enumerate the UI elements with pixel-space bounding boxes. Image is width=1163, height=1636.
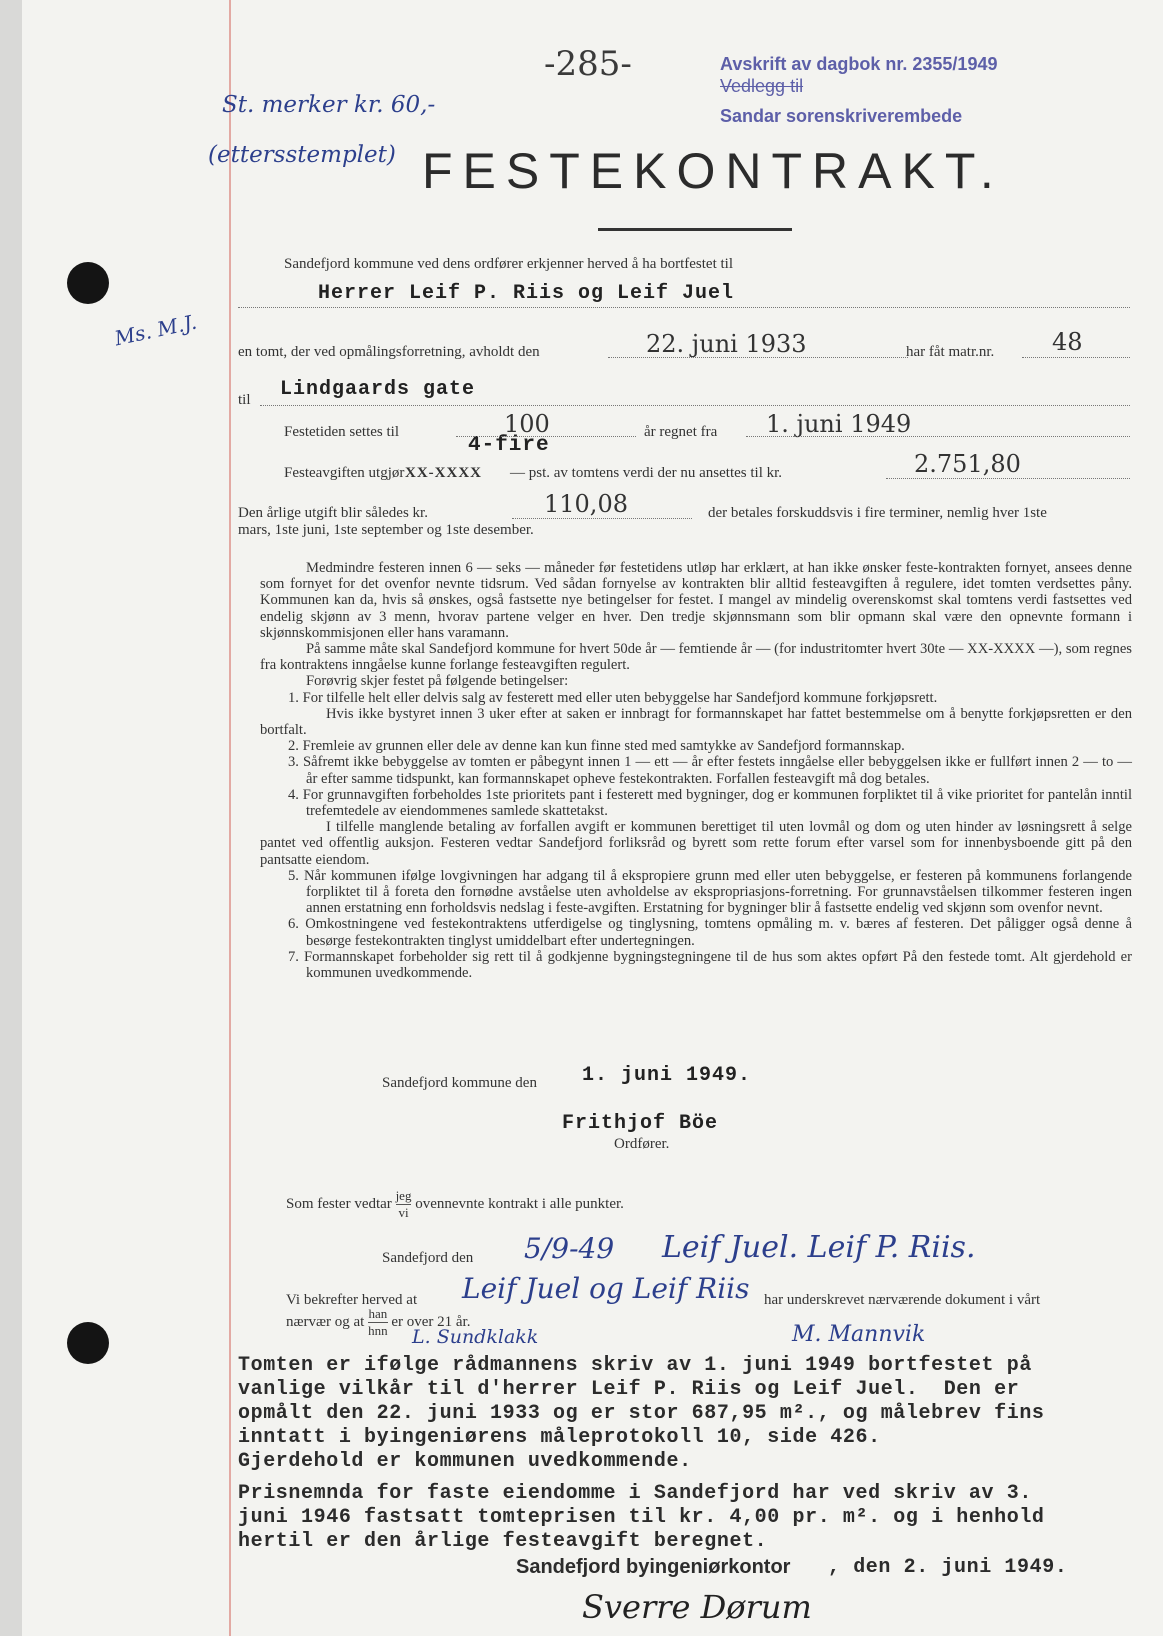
byingenior-stamp: Sandefjord byingeniørkontor xyxy=(516,1556,791,1578)
margin-note-stamp-fee: St. merker kr. 60,- xyxy=(222,92,436,118)
dotted-line xyxy=(456,436,636,437)
term-item: 2. Fremleie av grunnen eller dele av denne kan kun finne sted med samtykke av Sandefjord formannskap. xyxy=(288,738,905,755)
typed-note-2: Prisnemnda for faste eiendomme i Sandefjord har ved skriv av 3. juni 1946 fastsatt tomteprisen til kr. 4,00 pr. m². og i henhold hertil er den årlige festeavgift beregnet. xyxy=(238,1482,1045,1553)
witness-named-persons: Leif Juel og Leif Riis xyxy=(462,1272,750,1305)
festetid-label: Festetiden settes til xyxy=(284,424,399,440)
term-item: 7. Formannskapet forbeholder sig rett til å godkjenne bygningstegningene til de hus som aktes opført På den festede tomt. Alt gjerdehold er kommunen uvedkommende. xyxy=(288,948,1132,982)
registration-stamp-line3: Sandar sorenskriverembede xyxy=(720,106,963,126)
kommune-date: 1. juni 1949. xyxy=(582,1064,752,1087)
yearly-tail-2: mars, 1ste juni, 1ste september og 1ste desember. xyxy=(238,522,534,538)
term-item: 3. Såfremt ikke bebyggelse av tomten er påbegynt innen 1 — ett — år efter festets inngåelse eller bebyggelsen ikke er fullført innen 2 — to — år efter samme tidspunkt, kan formannskapet opheve festekontrakten. Forfallen festeavgift må dog betales. xyxy=(288,754,1132,787)
witness-2-signature: M. Mannvik xyxy=(792,1322,926,1347)
sign-date-handwritten: 5/9-49 xyxy=(524,1232,615,1265)
festetid-years: 100 xyxy=(504,410,550,438)
kommune-date-label: Sandefjord kommune den xyxy=(382,1075,537,1091)
closing-date: , den 2. juni 1949. xyxy=(828,1556,1068,1579)
yearly-amount: 110,08 xyxy=(544,490,628,518)
dotted-line xyxy=(886,478,1130,479)
witness-post: har underskrevet nærværende dokument i vårt xyxy=(764,1292,1041,1308)
street-name: Lindgaards gate xyxy=(280,378,476,401)
dotted-line xyxy=(746,436,1130,437)
witness-1-signature: L. Sundklakk xyxy=(412,1326,539,1348)
dotted-line xyxy=(1022,357,1130,358)
lessee-signatures: Leif Juel. Leif P. Riis. xyxy=(662,1230,976,1265)
witness-line2-post: er over 21 år. xyxy=(391,1313,471,1330)
festeavgift-text: — pst. av tomtens verdi der nu ansettes til kr. xyxy=(510,465,783,481)
matr-label: har fåt matr.nr. xyxy=(906,344,995,360)
start-date: 1. juni 1949 xyxy=(766,410,912,438)
punch-hole xyxy=(67,262,109,304)
survey-label: en tomt, der ved opmålingsforretning, avholdt den xyxy=(238,344,540,360)
term-paragraph: Medmindre festeren innen 6 — seks — måneder før festetidens utløp har erklært, at han ikke ønsker feste-kontrakten fornyet, ansees denne som fornyet for det ovenfor nevnte tidsrum. Ved sådan fornyelse av kontrakten blir alltid festeavgiften å regulere, idet tomten verdsettes påny. Kommunen kan da, hvis så ønskes, også fastsette nye betingelser for festet. I mangel av mindelig overenskomst skal tomtens verdi fastsettes ved endelig skjønn av 3 menn, hvorav partene velger en hver. Den tredje skjønnsmann som blir opmann skal være den opnevnte formann i skjønnskommisjonen eller hans varamann. xyxy=(260,560,1132,641)
contract-terms xyxy=(260,560,1132,981)
registration-stamp-line1: Avskrift av dagbok nr. 2355/1949 xyxy=(720,54,998,74)
yearly-label: Den årlige utgift blir således kr. xyxy=(238,505,428,521)
festeavgift-struck: XX-XXXX xyxy=(405,465,482,481)
mayor-name: Frithjof Böe xyxy=(562,1112,719,1135)
margin-note-initials: Ms. M.J. xyxy=(112,309,199,351)
fester-label xyxy=(286,1188,624,1221)
dotted-line xyxy=(608,357,908,358)
term-item: 1. For tilfelle helt eller delvis salg av festerett med eller uten bebyggelse har Sandefjord kommune forkjøpsrett. xyxy=(288,689,938,706)
fester-post: ovennevnte kontrakt i alle punkter. xyxy=(415,1195,624,1212)
page-number: -285- xyxy=(544,44,632,84)
festetid-years-text: 4-fire xyxy=(468,434,550,457)
lessee-names: Herrer Leif P. Riis og Leif Juel xyxy=(318,282,735,305)
fester-pre: Som fester vedtar xyxy=(286,1195,392,1212)
fester-choice-bottom: vi xyxy=(398,1205,409,1220)
document-page xyxy=(22,0,1163,1636)
term-item: 6. Omkostningene ved festekontraktens utferdigelse og tinglysning, tomtens opmåling m. v. bæres af festeren. Det påligger også denne å besørge festekontrakten tinglyst umiddelbart efter undertegningen. xyxy=(288,916,1132,949)
punch-hole xyxy=(67,1322,109,1364)
registration-stamp-line2: Vedlegg til xyxy=(720,76,804,96)
witness-choice-bottom: hnn xyxy=(368,1323,388,1338)
margin-note-stamped: (ettersstemplet) xyxy=(208,142,396,168)
witness-choice-top: han xyxy=(368,1306,388,1321)
intro-line: Sandefjord kommune ved dens ordfører erkjenner herved å ha bortfestet til xyxy=(284,256,734,272)
fester-choice xyxy=(396,1188,412,1221)
margin-line xyxy=(229,0,231,1636)
festeavgift-label: Festeavgiften utgjør xyxy=(284,465,405,481)
witness-line2-pre: nærvær og at xyxy=(286,1313,365,1330)
term-item: 4. For grunnavgiften forbeholdes 1ste prioritets pant i festerett med bygninger, dog er kommunen forpliktet til å vike prioritet for pantelån inntil trefemtedele av eiendommenes samlede skattetakst. xyxy=(288,786,1132,820)
fester-choice-top: jeg xyxy=(395,1188,412,1203)
term-paragraph: Forøvrig skjer festet på følgende betingelser: xyxy=(306,673,569,690)
mayor-title: Ordfører. xyxy=(614,1136,670,1152)
term-item: I tilfelle manglende betaling av forfallen avgift er kommunen berettiget til uten lovmål og dom og uten hinder av løsningsrett å selge pantet ved offentlig auksjon. Festeren vedtar Sandefjord forliksråd og byrett som rette forum efter varsel som for innenbysboende gitt på den pantsatte eiendom. xyxy=(260,819,1132,868)
witness-choice xyxy=(368,1306,388,1339)
witness-pre: Vi bekrefter herved at xyxy=(286,1292,418,1308)
title-underline xyxy=(598,228,792,231)
term-paragraph: På samme måte skal Sandefjord kommune for hvert 50de år — femtiende år — (for industritomter hvert 30te — XX-XXXX —), som regnes fra kontraktens inngåelse kunne forlange festeavgiften regulert. xyxy=(260,641,1132,674)
typed-note-1: Tomten er ifølge rådmannens skriv av 1. juni 1949 bortfestet på vanlige vilkår til d'herrer Leif P. Riis og Leif Juel. Den er opmålt den 22. juni 1933 og er stor 687,95 m²., og målebrev fins inntatt i byingeniørens måleprotokoll 10, side 426. Gjerdehold er kommunen uvedkommende. xyxy=(238,1354,1045,1473)
matr-number: 48 xyxy=(1052,328,1083,356)
years-label: år regnet fra xyxy=(644,424,718,440)
closing-signature: Sverre Dørum xyxy=(582,1588,812,1626)
survey-date: 22. juni 1933 xyxy=(646,330,807,358)
sandefjord-date-label: Sandefjord den xyxy=(382,1250,474,1266)
document-title: FESTEKONTRAKT. xyxy=(422,143,1004,199)
dotted-line xyxy=(512,518,692,519)
dotted-line xyxy=(238,307,1130,308)
street-prefix: til xyxy=(238,392,251,408)
term-item: Hvis ikke bystyret innen 3 uker efter at saken er innbragt for formannskapet har fattet bestemmelse om å benytte forkjøpsretten er den bortfalt. xyxy=(260,705,1132,739)
dotted-line xyxy=(260,405,1130,406)
tomt-value: 2.751,80 xyxy=(914,450,1021,478)
yearly-tail: der betales forskuddsvis i fire terminer, nemlig hver 1ste xyxy=(708,505,1047,521)
term-item: 5. Når kommunen ifølge lovgivningen har adgang til å ekspropiere grunn med eller uten bebyggelse, er festeren på kommunens forlangende forpliktet til å foreta den fornødne avståelse uten avholdelse av ekspropriasjons-forretning. For grunnavståelsen tilkommer festeren ingen annen erstatning enn forholdsvis nedslag i feste-avgiften. Erstatning for bygninger blir å fastsette endelig ved skjønn som ovenfor nevnt. xyxy=(288,867,1132,917)
